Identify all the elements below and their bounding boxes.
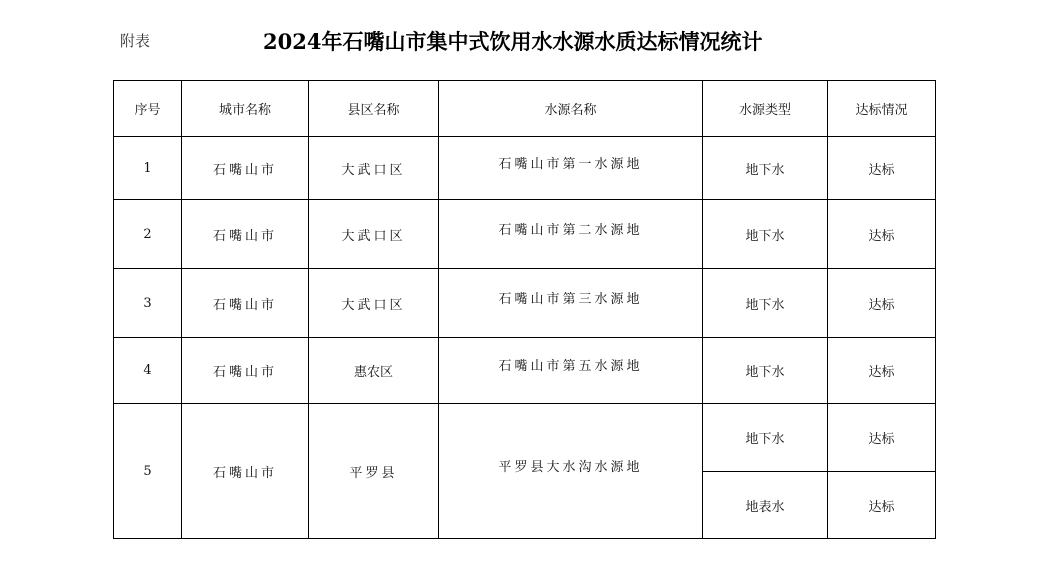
row-city: 石嘴山市	[182, 200, 309, 269]
table-row	[114, 137, 936, 200]
row-index: 1	[114, 137, 182, 200]
row-county: 惠农区	[309, 338, 439, 404]
header-city: 城市名称	[182, 81, 309, 137]
row-city: 石嘴山市	[182, 137, 309, 200]
header-source-type: 水源类型	[703, 81, 828, 137]
row-status: 达标	[828, 137, 936, 200]
row-source-name	[439, 269, 703, 338]
row-county: 大武口区	[309, 269, 439, 338]
row-source-type: 地表水	[703, 472, 828, 539]
row-county: 平罗县	[309, 404, 439, 539]
row-county: 大武口区	[309, 200, 439, 269]
header-index: 序号	[114, 81, 182, 137]
row-status: 达标	[828, 200, 936, 269]
row-source-type: 地下水	[703, 338, 828, 404]
row-source-name	[439, 200, 703, 269]
source-name-text: 平罗县大水沟水源地	[498, 459, 643, 475]
source-name-text: 石嘴山市第一水源地	[498, 156, 643, 172]
row-status: 达标	[828, 338, 936, 404]
attachment-label: 附表	[120, 32, 151, 50]
table-row	[114, 338, 936, 404]
header-status: 达标情况	[828, 81, 936, 137]
row-source-name	[439, 404, 703, 539]
row-index: 3	[114, 269, 182, 338]
row-index: 5	[114, 404, 182, 539]
document-title: 2024年石嘴山市集中式饮用水水源水质达标情况统计	[263, 29, 763, 54]
row-status: 达标	[828, 472, 936, 539]
table-row	[114, 404, 936, 472]
row-source-name	[439, 137, 703, 200]
row-source-type: 地下水	[703, 269, 828, 338]
header-county: 县区名称	[309, 81, 439, 137]
row-index: 2	[114, 200, 182, 269]
table-header-row	[114, 81, 936, 137]
row-city: 石嘴山市	[182, 404, 309, 539]
header-source-name: 水源名称	[439, 81, 703, 137]
row-source-type: 地下水	[703, 404, 828, 472]
source-name-text: 石嘴山市第三水源地	[498, 291, 643, 307]
table-row	[114, 200, 936, 269]
row-status: 达标	[828, 269, 936, 338]
row-source-type: 地下水	[703, 137, 828, 200]
row-index: 4	[114, 338, 182, 404]
source-name-text: 石嘴山市第五水源地	[498, 359, 643, 374]
water-quality-table	[113, 80, 936, 539]
table-row	[114, 269, 936, 338]
row-source-name	[439, 338, 703, 404]
row-status: 达标	[828, 404, 936, 472]
row-city: 石嘴山市	[182, 269, 309, 338]
row-source-type: 地下水	[703, 200, 828, 269]
row-county: 大武口区	[309, 137, 439, 200]
source-name-text: 石嘴山市第二水源地	[498, 222, 643, 238]
row-city: 石嘴山市	[182, 338, 309, 404]
